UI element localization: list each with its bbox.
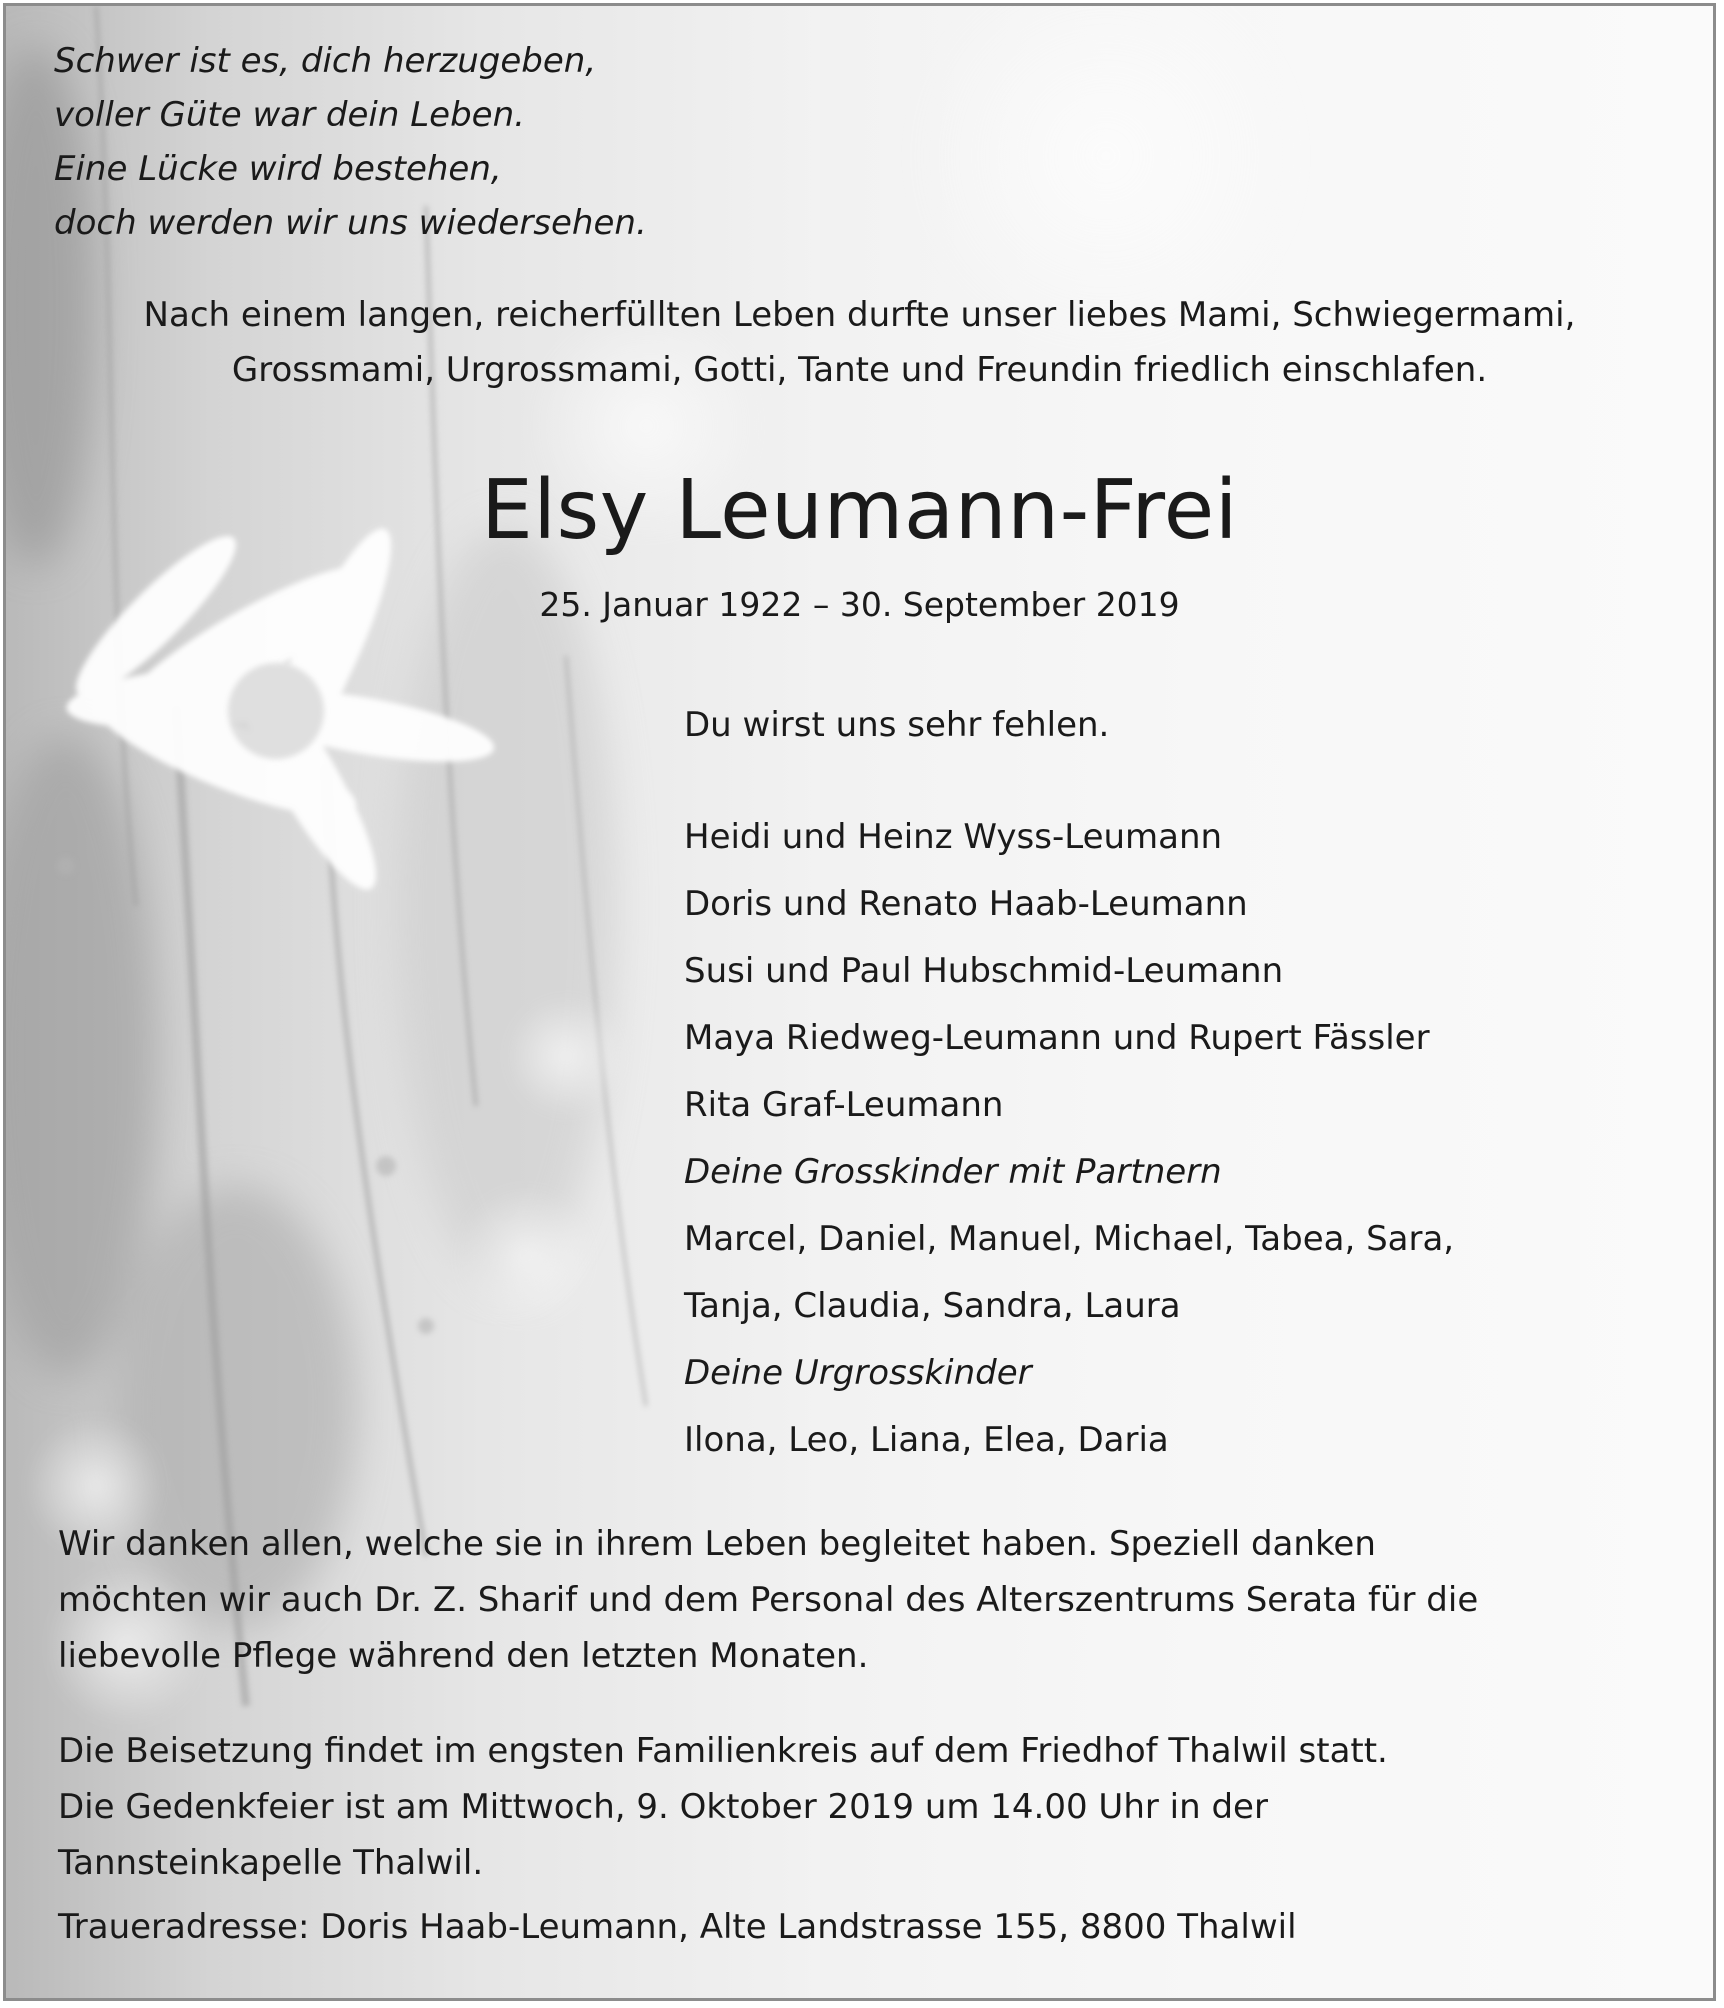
obituary-card <box>3 3 1716 2001</box>
service-paragraph <box>58 1723 1388 1891</box>
family-list <box>684 804 1454 1474</box>
mourning-address <box>58 1899 1297 1955</box>
service-line: Die Beisetzung findet im engsten Familienkreis auf dem Friedhof Thalwil statt. <box>58 1731 1388 1771</box>
family-member: Maya Riedweg-Leumann und Rupert Fässler <box>684 1018 1430 1058</box>
family-member: Doris und Renato Haab-Leumann <box>684 884 1248 924</box>
intro-text <box>6 288 1713 398</box>
intro-line: Nach einem langen, reicherfüllten Leben durfte unser liebes Mami, Schwiegermami, <box>143 295 1576 335</box>
address-line: Traueradresse: Doris Haab-Leumann, Alte Landstrasse 155, 8800 Thalwil <box>58 1907 1297 1947</box>
farewell-line: Du wirst uns sehr fehlen. <box>684 705 1110 745</box>
poem <box>54 34 647 250</box>
thanks-line: Wir danken allen, welche sie in ihrem Leben begleitet haben. Speziell danken <box>58 1524 1376 1564</box>
service-line: Tannsteinkapelle Thalwil. <box>58 1843 484 1883</box>
family-member: Susi und Paul Hubschmid-Leumann <box>684 951 1284 991</box>
thanks-line: liebevolle Pflege während den letzten Monaten. <box>58 1636 869 1676</box>
poem-line: doch werden wir uns wiedersehen. <box>54 203 647 243</box>
family-member: Rita Graf-Leumann <box>684 1085 1004 1125</box>
deceased-name: Elsy Leumann-Frei <box>480 463 1239 558</box>
family-group-heading: Deine Urgrosskinder <box>684 1353 1032 1393</box>
life-dates: 25. Januar 1922 – 30. September 2019 <box>539 585 1180 624</box>
family-member: Tanja, Claudia, Sandra, Laura <box>684 1286 1181 1326</box>
thanks-paragraph <box>58 1516 1478 1684</box>
poem-line: voller Güte war dein Leben. <box>54 95 525 135</box>
thanks-line: möchten wir auch Dr. Z. Sharif und dem Personal des Alterszentrums Serata für die <box>58 1580 1479 1620</box>
family-group-heading: Deine Grosskinder mit Partnern <box>684 1152 1222 1192</box>
service-line: Die Gedenkfeier ist am Mittwoch, 9. Oktober 2019 um 14.00 Uhr in der <box>58 1787 1268 1827</box>
intro-line: Grossmami, Urgrossmami, Gotti, Tante und Freundin friedlich einschlafen. <box>231 350 1488 390</box>
family-member: Marcel, Daniel, Manuel, Michael, Tabea, Sara, <box>684 1219 1455 1259</box>
family-member: Ilona, Leo, Liana, Elea, Daria <box>684 1420 1169 1460</box>
poem-line: Eine Lücke wird bestehen, <box>54 149 502 189</box>
family-member: Heidi und Heinz Wyss-Leumann <box>684 817 1223 857</box>
poem-line: Schwer ist es, dich herzugeben, <box>54 41 597 81</box>
